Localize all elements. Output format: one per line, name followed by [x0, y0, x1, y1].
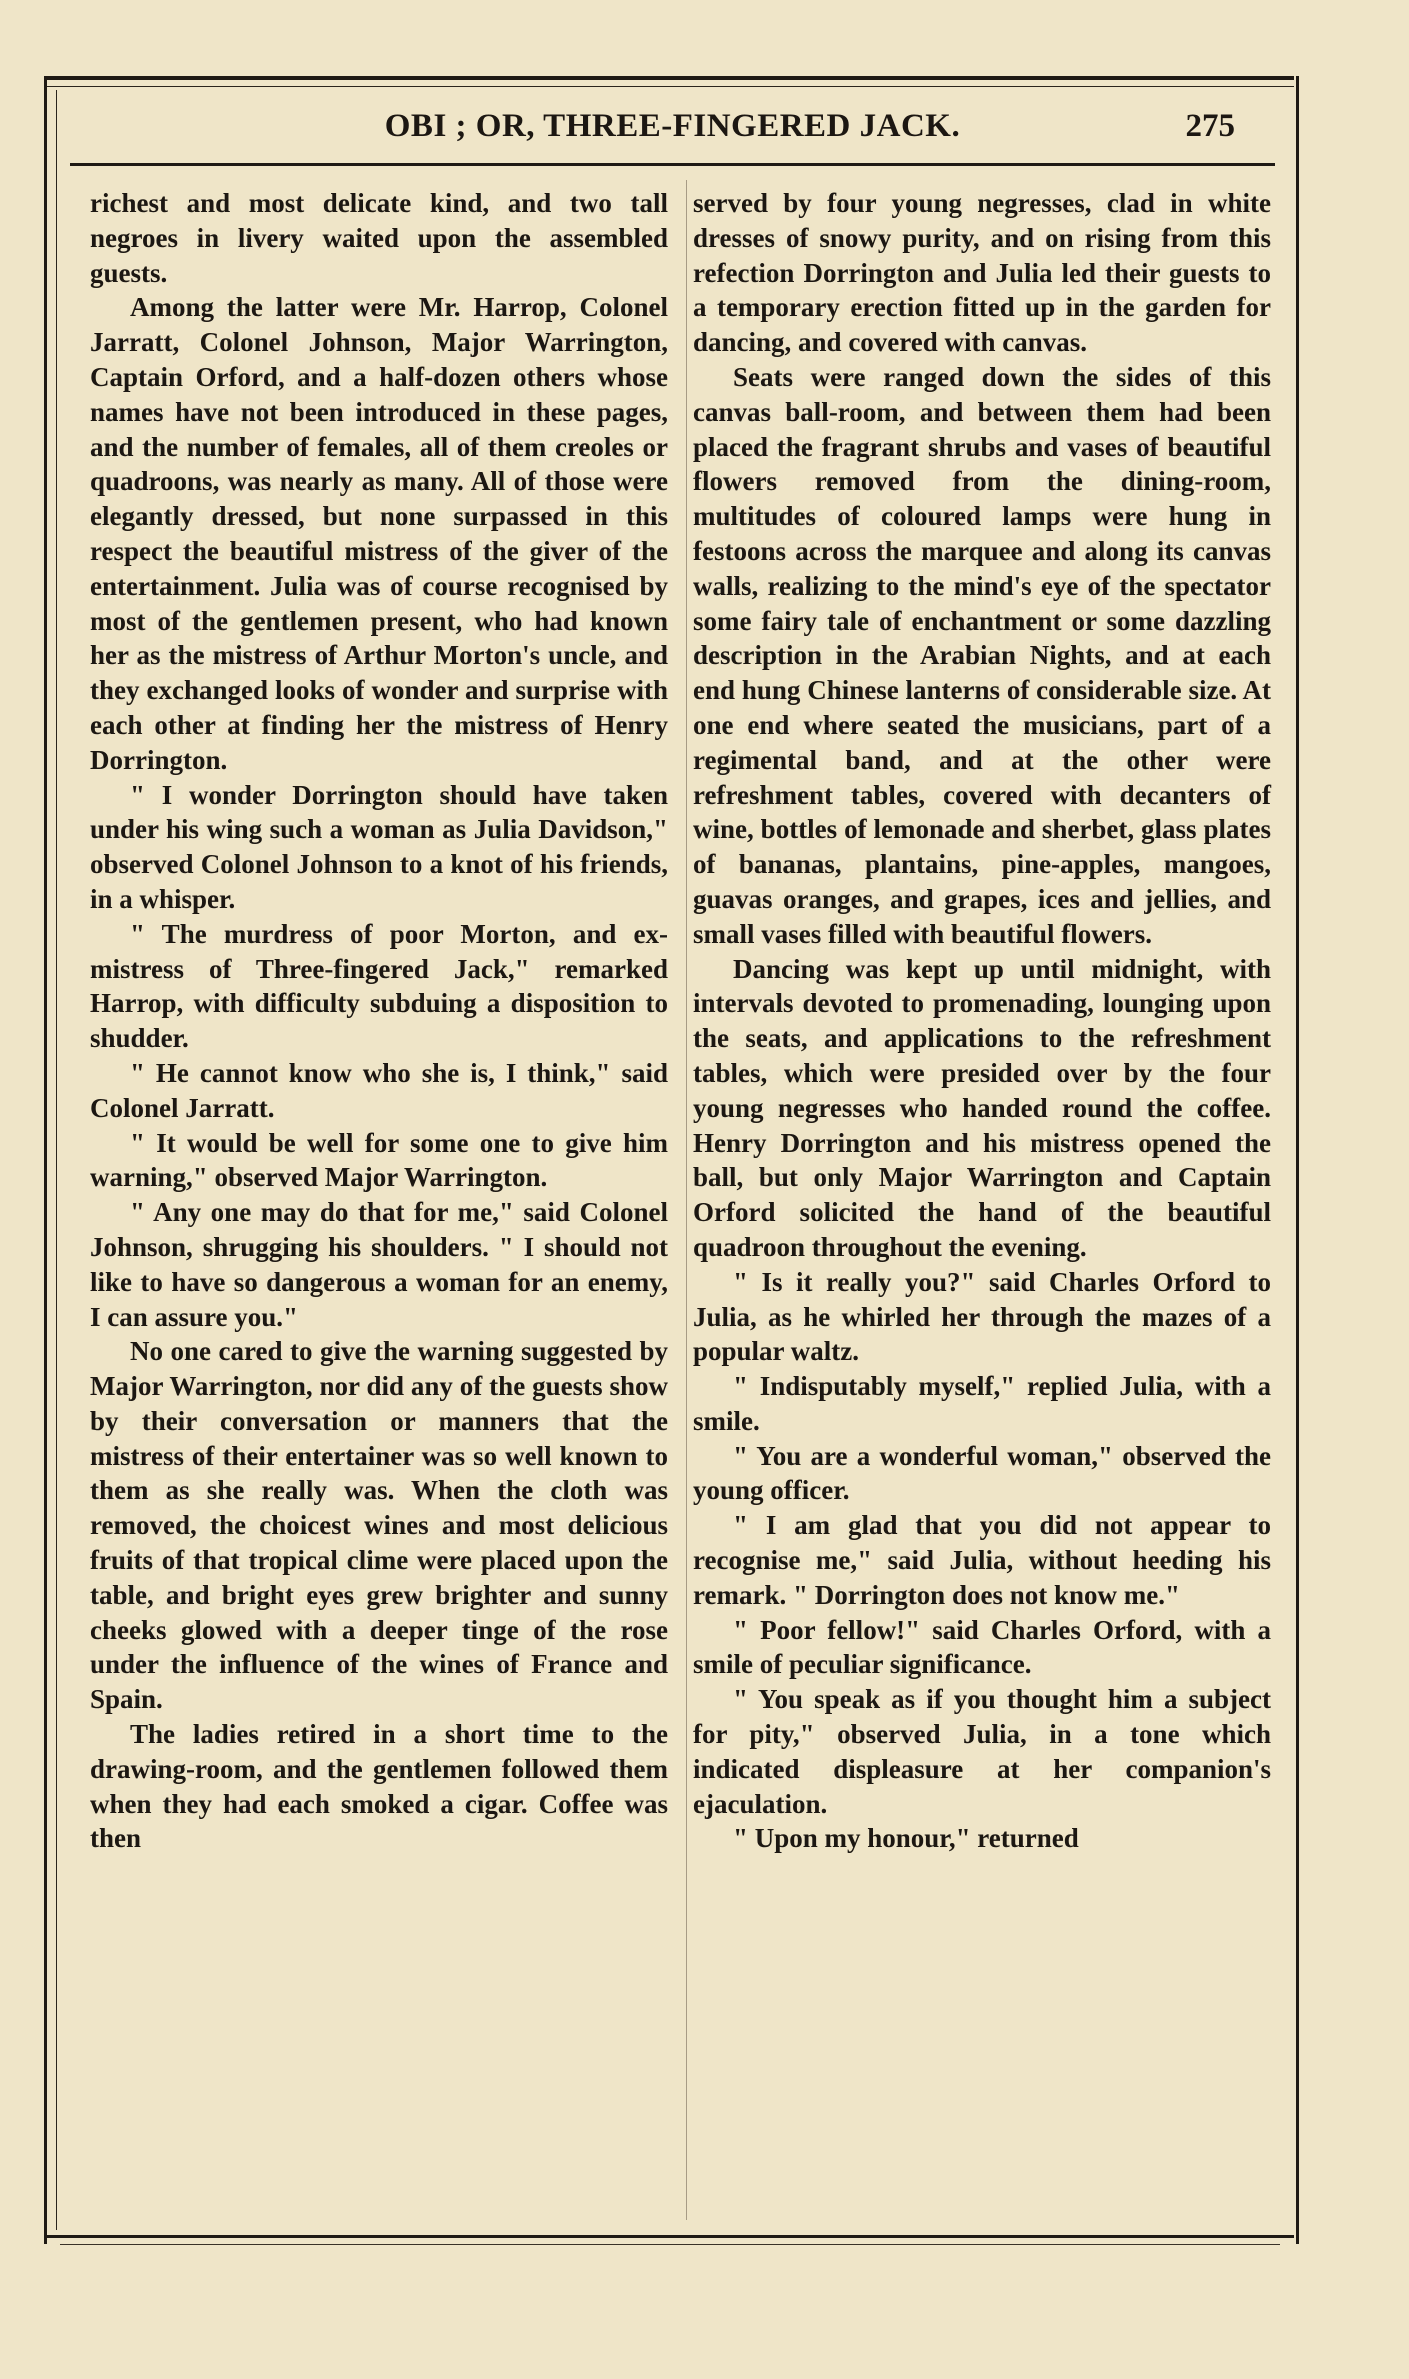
paragraph: " I wonder Dorrington should have taken under his wing such a woman as Julia Davidson," observed Colonel Johnson to a knot of his friends, in a whisper.: [90, 779, 668, 914]
paragraph: richest and most delicate kind, and two tall negroes in livery waited upon the assembled guests.: [90, 188, 668, 288]
paragraph: Dancing was kept up until midnight, with intervals devoted to promenading, lounging upon the seats, and applications to the refreshment tables, which were presided over by the four young negresses who handed round the coffee. Henry Dorrington and his mistress opened the ball, but only Major Warrington and Captain Orford solicited the hand of the beautiful quadroon throughout the evening.: [693, 953, 1271, 1262]
paragraph: " Upon my honour," returned: [733, 1823, 1079, 1854]
right-column: [693, 186, 1271, 1856]
paragraph: " The murdress of poor Morton, and ex-mistress of Three-fingered Jack," remarked Harrop, with difficulty subduing a disposition to shudder.: [90, 918, 668, 1054]
paragraph: served by four young negresses, clad in white dresses of snowy purity, and on rising from this refection Dorrington and Julia led their guests to a temporary erection fitted up in the garden for dancing, and covered with canvas.: [693, 188, 1271, 358]
paragraph: " I am glad that you did not appear to recognise me," said Julia, without heeding his remark. " Dorrington does not know me.": [693, 1510, 1271, 1610]
paragraph: " You are a wonderful woman," observed the young officer.: [693, 1440, 1271, 1506]
paragraph: " Is it really you?" said Charles Orford to Julia, as he whirled her through the mazes of a popular waltz.: [693, 1266, 1271, 1367]
right-frame-rule: [1296, 76, 1299, 2244]
top-thin-rule: [44, 86, 1294, 87]
bottom-rule: [44, 2235, 1294, 2238]
paragraph: " Indisputably myself," replied Julia, with a smile.: [693, 1371, 1271, 1436]
left-frame-rule: [44, 76, 47, 2244]
paragraph: No one cared to give the warning suggested by Major Warrington, nor did any of the guests show by their conversation or manners that the mistress of their entertainer was so well known to them as she really was. When the cloth was removed, the choicest wines and most delicious fruits of that tropical clime were placed upon the table, and bright eyes grew brighter and sunny cheeks glowed with a deeper tinge of the rose under the influence of the wines of France and Spain.: [90, 1336, 668, 1715]
column-divider: [686, 180, 687, 2220]
paragraph: The ladies retired in a short time to the drawing-room, and the gentlemen followed them when they had each smoked a cigar. Coffee was then: [90, 1719, 668, 1854]
paragraph: " Poor fellow!" said Charles Orford, with a smile of peculiar significance.: [693, 1614, 1271, 1680]
paragraph: " It would be well for some one to give him warning," observed Major Warrington.: [90, 1127, 668, 1193]
header-rule: [70, 163, 1275, 166]
paragraph: Seats were ranged down the sides of this canvas ball-room, and between them had been placed the fragrant shrubs and vases of beautiful flowers removed from the dining-room, multitudes of coloured lamps were hung in festoons across the marquee and along its canvas walls, realizing to the mind's eye of the spectator some fairy tale of enchantment or some dazzling description in the Arabian Nights, and at each end hung Chinese lanterns of considerable size. At one end where seated the musicians, part of a regimental band, and at the other were refreshment tables, covered with decanters of wine, bottles of lemonade and sherbet, glass plates of bananas, plantains, pine-apples, mangoes, guavas oranges, and grapes, ices and jellies, and small vases filled with beautiful flowers.: [693, 361, 1271, 949]
running-title: OBI ; OR, THREE-FINGERED JACK.: [384, 108, 961, 144]
left-column: [90, 186, 668, 1856]
left-inner-frame-rule: [56, 90, 57, 2230]
paragraph: " You speak as if you thought him a subject for pity," observed Julia, in a tone which indicated displeasure at her companion's ejaculation.: [693, 1684, 1271, 1819]
paragraph: " He cannot know who she is, I think," said Colonel Jarratt.: [90, 1057, 668, 1123]
top-double-rule: [44, 76, 1294, 80]
paragraph: Among the latter were Mr. Harrop, Colonel Jarratt, Colonel Johnson, Major Warrington, Captain Orford, and a half-dozen others whose names have not been introduced in these pages, and the number of females, all of them creoles or quadroons, was nearly as many. All of those were elegantly dressed, but none surpassed in this respect the beautiful mistress of the giver of the entertainment. Julia was of course recognised by most of the gentlemen present, who had known her as the mistress of Arthur Morton's uncle, and they exchanged looks of wonder and surprise with each other at finding her the mistress of Henry Dorrington.: [90, 292, 668, 775]
paragraph: " Any one may do that for me," said Colonel Johnson, shrugging his shoulders. " I should not like to have so dangerous a woman for an enemy, I can assure you.": [90, 1197, 668, 1332]
page-number: 275: [1185, 108, 1235, 144]
running-head: [70, 100, 1275, 160]
bottom-thin-rule: [60, 2244, 1280, 2245]
